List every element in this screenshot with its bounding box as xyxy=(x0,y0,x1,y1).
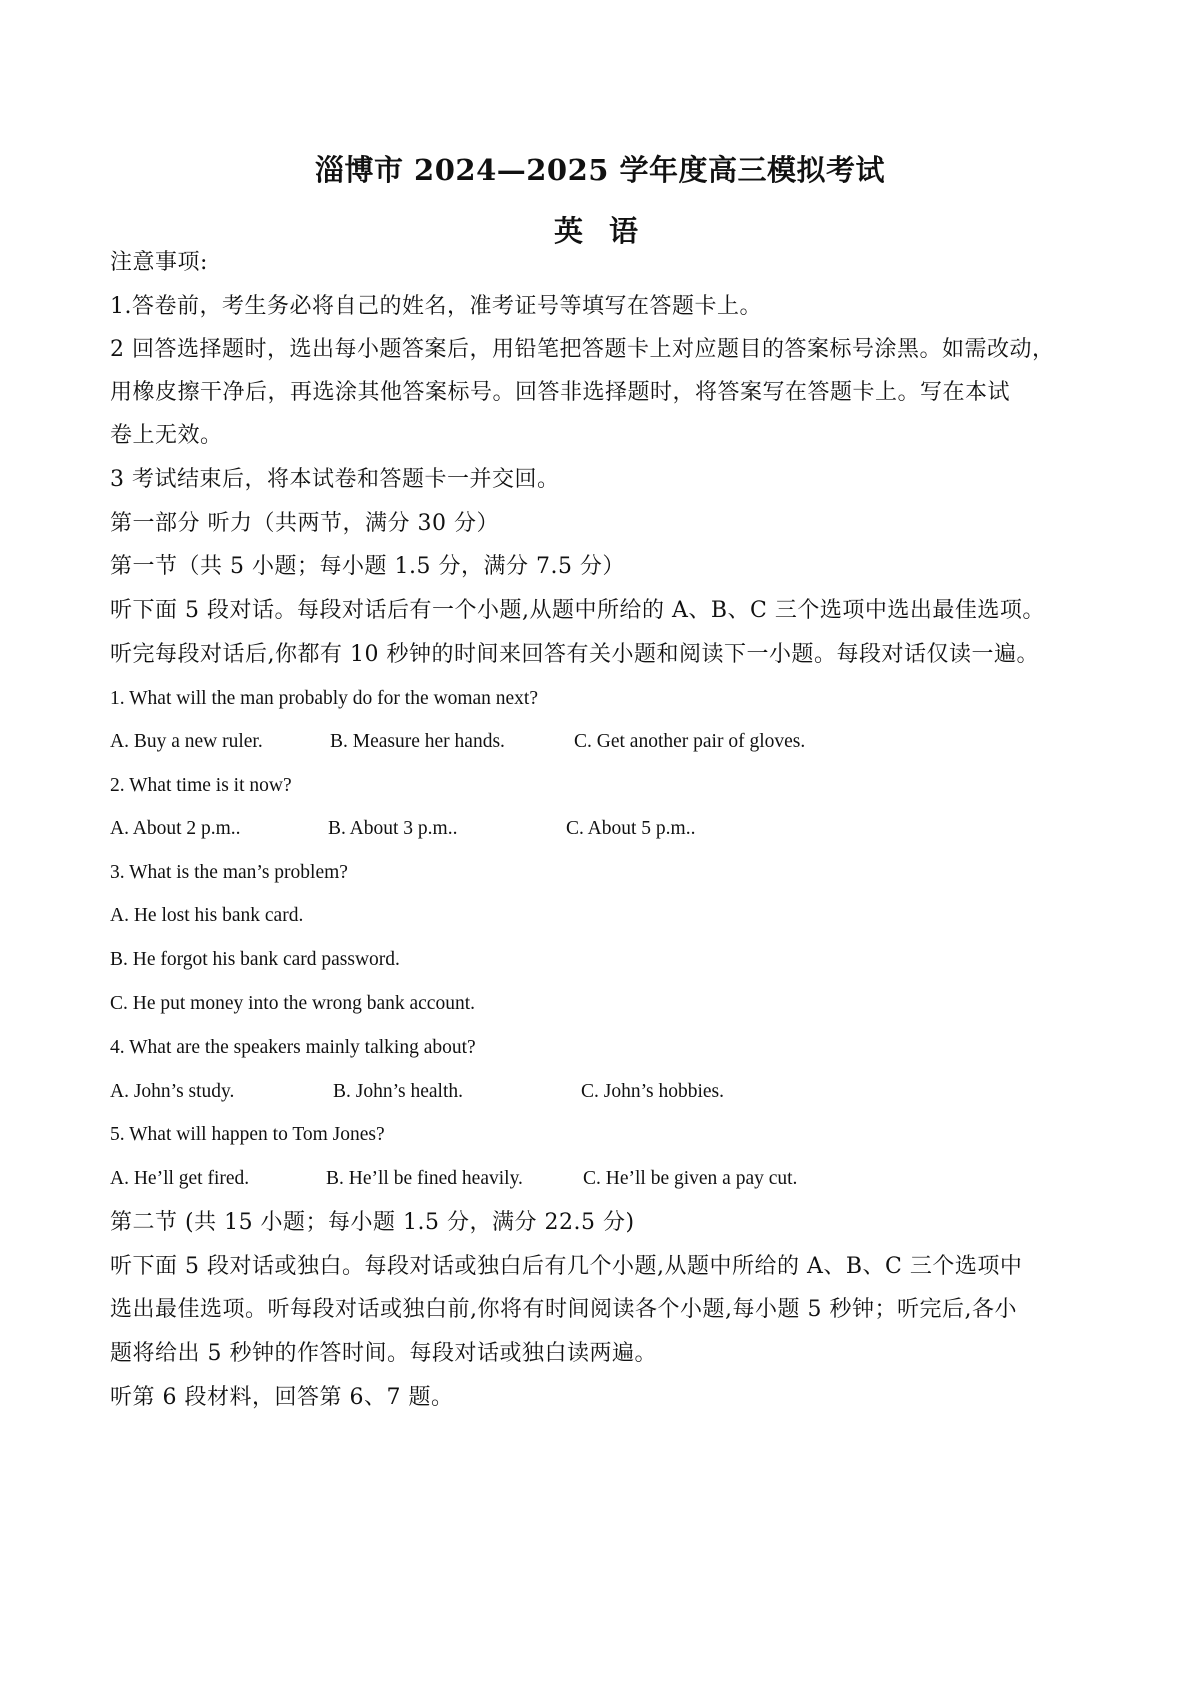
notice-item-2-line-1: 2 回答选择题时，选出每小题答案后，用铅笔把答题卡上对应题目的答案标号涂黑。如需改动， xyxy=(110,337,1055,362)
question-3-option-b: B. He forgot his bank card password. xyxy=(110,949,400,970)
section2-heading: 第二节 (共 15 小题；每小题 1.5 分，满分 22.5 分) xyxy=(110,1210,635,1235)
question-2-option-b: B. About 3 p.m.. xyxy=(328,818,458,839)
section1-heading: 第一节（共 5 小题；每小题 1.5 分，满分 7.5 分） xyxy=(110,554,625,579)
exam-title: 淄博市 2024—2025 学年度高三模拟考试 xyxy=(314,153,886,187)
question-5-option-b: B. He’ll be fined heavily. xyxy=(326,1168,523,1189)
question-2-stem: 2. What time is it now? xyxy=(110,775,292,796)
question-5-option-c: C. He’ll be given a pay cut. xyxy=(583,1168,798,1189)
question-1-stem: 1. What will the man probably do for the woman next? xyxy=(110,688,538,709)
material-6-instruction: 听第 6 段材料，回答第 6、7 题。 xyxy=(110,1385,454,1410)
notice-item-3: 3 考试结束后，将本试卷和答题卡一并交回。 xyxy=(110,467,560,492)
section2-instructions-line-2: 选出最佳选项。听每段对话或独白前,你将有时间阅读各个小题,每小题 5 秒钟；听完后,各小 xyxy=(110,1297,1017,1322)
question-5-option-a: A. He’ll get fired. xyxy=(110,1168,250,1189)
question-3-option-a: A. He lost his bank card. xyxy=(110,905,304,926)
question-4-option-c: C. John’s hobbies. xyxy=(581,1081,725,1102)
question-2-option-c: C. About 5 p.m.. xyxy=(566,818,696,839)
section2-instructions-line-1: 听下面 5 段对话或独白。每段对话或独白后有几个小题,从题中所给的 A、B、C 三个选项中 xyxy=(110,1254,1023,1279)
notice-item-1: 1.答卷前，考生务必将自己的姓名，准考证号等填写在答题卡上。 xyxy=(110,294,762,319)
question-5-stem: 5. What will happen to Tom Jones? xyxy=(110,1124,385,1145)
section2-instructions-line-3: 题将给出 5 秒钟的作答时间。每段对话或独白读两遍。 xyxy=(110,1341,657,1366)
question-3-stem: 3. What is the man’s problem? xyxy=(110,862,348,883)
notice-item-2-line-2: 用橡皮擦干净后，再选涂其他答案标号。回答非选择题时，将答案写在答题卡上。写在本试 xyxy=(110,380,1011,405)
section1-instructions-line-1: 听下面 5 段对话。每段对话后有一个小题,从题中所给的 A、B、C 三个选项中选出最佳选项。 xyxy=(110,598,1045,623)
question-1-option-a: A. Buy a new ruler. xyxy=(110,731,263,752)
question-3-option-c: C. He put money into the wrong bank account. xyxy=(110,993,476,1014)
question-1-option-b: B. Measure her hands. xyxy=(330,731,505,752)
notice-item-2-line-3: 卷上无效。 xyxy=(110,423,223,448)
question-2-option-a: A. About 2 p.m.. xyxy=(110,818,241,839)
part1-heading: 第一部分 听力（共两节，满分 30 分） xyxy=(110,511,499,536)
question-4-option-b: B. John’s health. xyxy=(333,1081,463,1102)
question-4-stem: 4. What are the speakers mainly talking about? xyxy=(110,1037,476,1058)
subject-title: 英 语 xyxy=(553,214,647,248)
notice-heading: 注意事项: xyxy=(110,250,208,275)
question-1-option-c: C. Get another pair of gloves. xyxy=(574,731,806,752)
question-4-option-a: A. John’s study. xyxy=(110,1081,235,1102)
section1-instructions-line-2: 听完每段对话后,你都有 10 秒钟的时间来回答有关小题和阅读下一小题。每段对话仅读一遍。 xyxy=(110,642,1039,667)
